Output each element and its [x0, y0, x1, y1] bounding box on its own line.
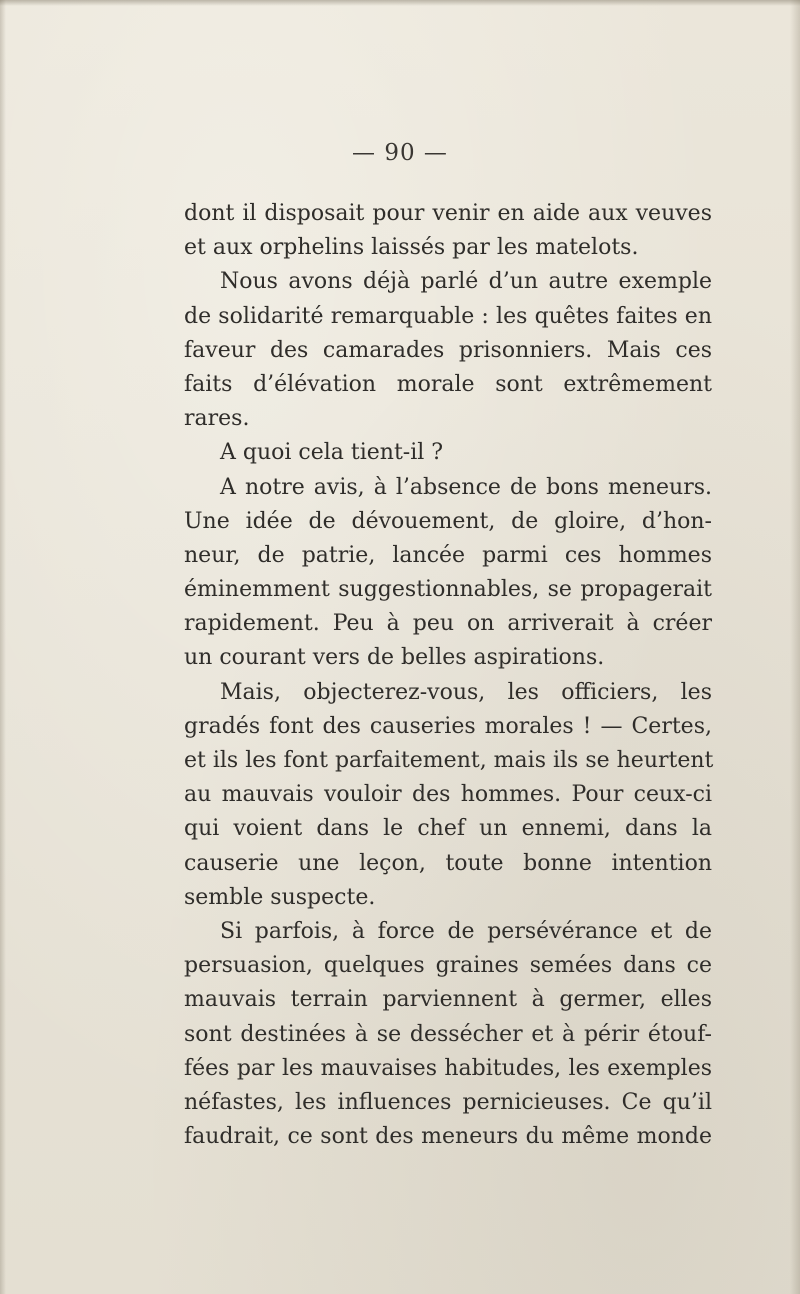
text-line: Nous avons déjà parlé d’un autre exemple [220, 269, 712, 295]
text-line: éminemment suggestionnables, se propagerait [184, 577, 712, 603]
text-line: mauvais terrain parviennent à germer, elles [184, 987, 712, 1013]
text-line: un courant vers de belles aspirations. [184, 645, 605, 671]
text-line: Si parfois, à force de persévérance et de [220, 918, 712, 944]
text-line: faits d’élévation morale sont extrêmement [184, 371, 712, 397]
text-line: de solidarité remarquable : les quêtes faites en [184, 303, 712, 329]
text-line: néfastes, les influences pernicieuses. Ce qu’il [184, 1089, 712, 1115]
text-line: et aux orphelins laissés par les matelots. [184, 235, 639, 261]
text-line: A quoi cela tient-il ? [220, 440, 444, 466]
text-line: rapidement. Peu à peu on arriverait à créer [184, 611, 712, 637]
page-number: — 90 — [352, 140, 448, 166]
text-line: neur, de patrie, lancée parmi ces hommes [184, 542, 712, 568]
page-left-edge [0, 0, 6, 1294]
text-line: faudrait, ce sont des meneurs du même monde [184, 1124, 712, 1150]
page-top-edge [0, 0, 800, 6]
text-line: dont il disposait pour venir en aide aux veuves [184, 201, 712, 226]
text-line: A notre avis, à l’absence de bons meneurs. [220, 474, 712, 500]
text-line: au mauvais vouloir des hommes. Pour ceux-ci [184, 782, 712, 808]
text-line: rares. [184, 406, 250, 432]
text-line: fées par les mauvaises habitudes, les exemples [184, 1055, 712, 1081]
text-line: qui voient dans le chef un ennemi, dans la [184, 816, 712, 842]
text-line: sont destinées à se dessécher et à périr étouf- [184, 1021, 712, 1047]
text-line: Mais, objecterez-vous, les officiers, les [220, 679, 712, 705]
page-right-edge [790, 0, 800, 1294]
text-line: semble suspecte. [184, 884, 376, 910]
body-text [184, 197, 712, 1154]
text-line: persuasion, quelques graines semées dans ce [184, 953, 712, 979]
text-line: gradés font des causeries morales ! — Certes, [184, 713, 712, 739]
text-line: et ils les font parfaitement, mais ils se heurtent [184, 748, 714, 773]
text-line: Une idée de dévouement, de gloire, d’hon- [184, 508, 712, 534]
text-line: causerie une leçon, toute bonne intention [184, 850, 712, 876]
text-line: faveur des camarades prisonniers. Mais ces [184, 337, 712, 363]
